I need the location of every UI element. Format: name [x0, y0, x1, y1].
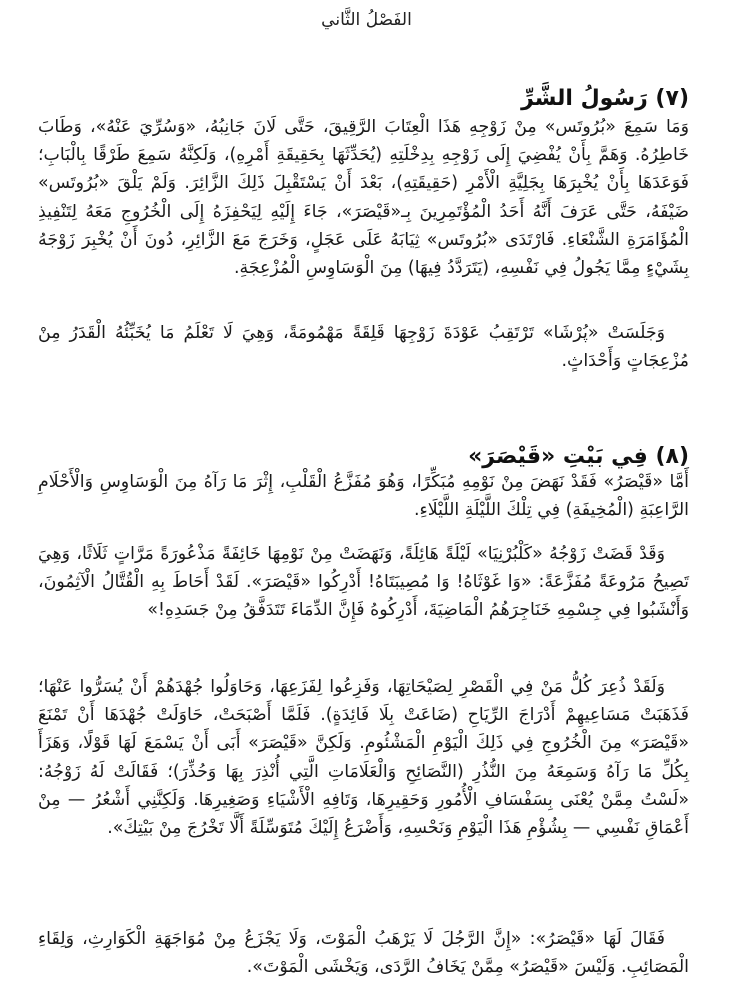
paragraph: فَقَالَ لَهَا «قَيْصَرُ»: «إِنَّ الرَّجُلَ لَا يَرْهَبُ الْمَوْتَ، وَلَا يَجْزَعُ مِنْ مُوَاجَهَةِ الْكَوَارِثِ، وَلِقَاءِ الْمَصَائِبِ. وَلَيْسَ «قَيْصَرُ» مِمَّنْ يَخَافُ الرَّدَى، وَيَخْشَى الْمَوْتَ». [38, 929, 689, 978]
section-heading-8: (٨) فِي بَيْتِ «قَيْصَرَ» [468, 444, 689, 470]
paragraph: وَلَقَدْ ذُعِرَ كُلُّ مَنْ فِي الْقَصْرِ لِصَيْحَاتِهَا، وَفَزِعُوا لِفَزَعِهَا، وَحَاوَلُوا جُهْدَهُمْ أَنْ يُسَرُّوا عَنْهَا؛ فَذَهَبَتْ مَسَاعِيهِمْ أَدْرَاجَ الرِّيَاحِ (ضَاعَتْ بِلَا فَائِدَةٍ). فَلَمَّا أَصْبَحَتْ، حَاوَلَتْ جُهْدَهَا أَنْ تَمْنَعَ «قَيْصَرَ» مِنَ الْخُرُوجِ فِي ذَلِكَ الْيَوْمِ الْمَشْئُومِ. وَلَكِنَّ «قَيْصَرَ» أَبَى أَنْ يَسْمَعَ لَهَا قَوْلًا، وَهَزَأَ بِكُلِّ مَا رَآهُ وَسَمِعَهُ مِنَ النُّذُرِ (النَّصَائِحِ وَالْعَلَامَاتِ الَّتِي أُنْذِرَ بِهَا وَحُذِّرَ)؛ فَقَالَتْ لَهُ زَوْجُهُ: «لَسْتُ مِمَّنْ يُعْنَى بِسَفْسَافِ الْأُمُورِ وَحَقِيرِهَا، وَتَافِهِ الْأَشْيَاءِ وَصَغِيرِهَا. وَلَكِنَّنِي أَشْعُرُ — مِنْ أَعْمَاقِ نَفْسِي — بِشُؤْمِ هَذَا الْيَوْمِ وَنَحْسِهِ، وَأَضْرَعُ إِلَيْكَ مُتَوَسِّلَةً أَلَّا تَخْرُجَ مِنْ بَيْتِكَ». [38, 677, 689, 839]
paragraph: وَجَلَسَتْ «پُرْشَا» تَرْتَقِبُ عَوْدَةَ زَوْجِهَا قَلِقَةً مَهْمُومَةً، وَهِيَ لَا تَعْلَمُ مَا يُخَبِّئُهُ الْقَدَرُ مِنْ مُزْعِجَاتٍ وَأَحْدَاثٍ. [38, 323, 689, 372]
section-heading-7: (٧) رَسُولُ الشَّرِّ [521, 86, 689, 112]
paragraph: وَقَدْ قَضَتْ زَوْجُهُ «كَلْبُرْنِيَا» لَيْلَةً هَائِلَةً، وَنَهَضَتْ مِنْ نَوْمِهَا خَائِفَةً مَذْعُورَةً مَرَّاتٍ ثَلَاثًا، وَهِيَ تَصِيحُ مَرُوعَةً مُفَزَّعَةً: «وَا غَوْثَاهُ! وَا مُصِيبَتَاهُ! أَدْرِكُوا «قَيْصَرَ». لَقَدْ أَحَاطَ بِهِ الْقُتَّالُ الْآثِمُونَ، وَأَنْشَبُوا فِي جِسْمِهِ خَنَاجِرَهُمُ الْمَاضِيَةَ، أَدْرِكُوهُ فَإِنَّ الدِّمَاءَ تَتَدَفَّقُ مِنْ جَسَدِهِ!» [38, 544, 689, 621]
running-header: الفَصْلُ الثَّاني [321, 10, 412, 30]
paragraph: أَمَّا «قَيْصَرُ» فَقَدْ نَهَضَ مِنْ نَوْمِهِ مُبَكِّرًا، وَهُوَ مُفَزَّعُ الْقَلْبِ، إِثْرَ مَا رَآهُ مِنَ الْوَسَاوِسِ وَالْأَحْلَامِ الرَّاعِبَةِ (الْمُخِيفَةِ) فِي تِلْكَ اللَّيْلَةِ اللَّيْلَاءِ. [38, 472, 689, 521]
paragraph: وَمَا سَمِعَ «بُرُوتَس» مِنْ زَوْجِهِ هَذَا الْعِتَابَ الرَّقِيقَ، حَتَّى لَانَ جَانِبُهُ، «وَسُرِّيَ عَنْهُ»، وَطَابَ خَاطِرُهُ. وَهَمَّ بِأَنْ يُفْضِيَ إِلَى زَوْجِهِ بِدِخْلَتِهِ (يُحَدِّثَهَا بِحَقِيقَةِ أَمْرِهِ)، وَلَكِنَّهُ سَمِعَ طَرْقًا بِالْبَابِ؛ فَوَعَدَهَا بِأَنْ يُخْبِرَهَا بِجَلِيَّةِ الْأَمْرِ (حَقِيقَتِهِ)، بَعْدَ أَنْ يَسْتَقْبِلَ ذَلِكَ الزَّائِرَ. وَلَمْ يَلْقَ «بُرُوتَس» ضَيْفَهُ، حَتَّى عَرَفَ أَنَّهُ أَحَدُ الْمُؤْتَمِرِينَ بِـ«قَيْصَرَ»، جَاءَ إِلَيْهِ لِيَحْفِزَهُ إِلَى الْخُرُوجِ مَعَهُ لِتَنْفِيذِ الْمُؤَامَرَةِ الشَّنْعَاءِ. فَارْتَدَى «بُرُوتَس» ثِيَابَهُ عَلَى عَجَلٍ، وَخَرَجَ مَعَ الزَّائِرِ، دُونَ أَنْ يُخْبِرَ زَوْجَهُ بِشَيْءٍ مِمَّا يَجُولُ فِي نَفْسِهِ، (يَتَرَدَّدُ فِيهَا) مِنَ الْوَسَاوِسِ الْمُزْعِجَةِ. [38, 117, 689, 279]
